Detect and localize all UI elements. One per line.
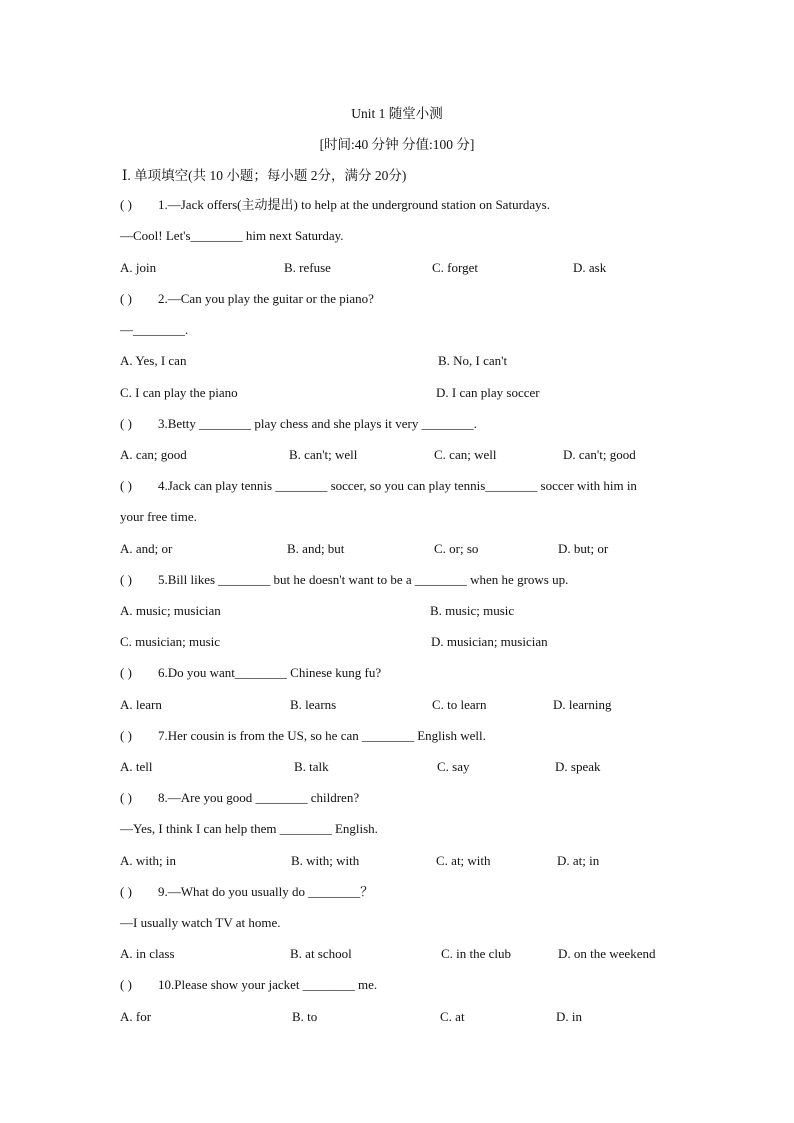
answer-blank: ( )	[120, 416, 132, 431]
q7-option-d: D. speak	[555, 759, 601, 774]
question-8-stem-2: —Yes, I think I can help them ________ English.	[120, 821, 378, 836]
q1-option-a: A. join	[120, 260, 157, 275]
question-text: 10.Please show your jacket ________ me.	[158, 977, 378, 992]
answer-blank: ( )	[120, 572, 132, 587]
q5-option-b: B. music; music	[430, 603, 515, 618]
q1-option-c: C. forget	[432, 260, 478, 275]
q5-option-d: D. musician; musician	[431, 634, 548, 649]
time-and-score-info: [时间:40 分钟 分值:100 分]	[319, 137, 475, 152]
q2-option-b: B. No, I can't	[438, 353, 508, 368]
question-1-stem	[120, 195, 550, 215]
q4-option-b: B. and; but	[287, 541, 345, 556]
question-3-stem	[120, 414, 477, 434]
q2-option-a: A. Yes, I can	[120, 353, 187, 368]
question-text: 8.—Are you good ________ children?	[158, 790, 360, 805]
q8-option-a: A. with; in	[120, 853, 176, 868]
q9-option-d: D. on the weekend	[558, 946, 656, 961]
q6-option-a: A. learn	[120, 697, 162, 712]
question-text: 7.Her cousin is from the US, so he can ________ English well.	[158, 728, 486, 743]
answer-blank: ( )	[120, 977, 132, 992]
question-4-stem	[120, 476, 637, 496]
question-text: 1.—Jack offers(主动提出) to help at the underground station on Saturdays.	[158, 197, 550, 212]
q3-option-b: B. can't; well	[289, 447, 358, 462]
q7-option-a: A. tell	[120, 759, 153, 774]
answer-blank: ( )	[120, 728, 132, 743]
question-1-stem-2: —Cool! Let's________ him next Saturday.	[120, 228, 344, 243]
q5-option-a: A. music; musician	[120, 603, 221, 618]
q4-option-c: C. or; so	[434, 541, 479, 556]
answer-blank: ( )	[120, 884, 132, 899]
q8-option-b: B. with; with	[291, 853, 360, 868]
q2-option-c: C. I can play the piano	[120, 385, 238, 400]
question-text: 2.—Can you play the guitar or the piano?	[158, 291, 374, 306]
q8-option-c: C. at; with	[436, 853, 491, 868]
q3-option-c: C. can; well	[434, 447, 497, 462]
q9-option-c: C. in the club	[441, 946, 512, 961]
q5-option-c: C. musician; music	[120, 634, 221, 649]
q9-option-a: A. in class	[120, 946, 175, 961]
answer-blank: ( )	[120, 790, 132, 805]
question-text: 3.Betty ________ play chess and she plays it very ________.	[158, 416, 477, 431]
q7-option-b: B. talk	[294, 759, 329, 774]
page-title: Unit 1 随堂小测	[351, 106, 443, 121]
answer-blank: ( )	[120, 291, 132, 306]
q4-option-d: D. but; or	[558, 541, 609, 556]
q2-option-d: D. I can play soccer	[436, 385, 540, 400]
q10-option-b: B. to	[292, 1009, 318, 1024]
question-8-stem	[120, 788, 359, 808]
question-2-stem-2: —________.	[120, 322, 189, 337]
q7-option-c: C. say	[437, 759, 470, 774]
q6-option-d: D. learning	[553, 697, 612, 712]
question-10-stem	[120, 975, 377, 995]
answer-blank: ( )	[120, 665, 132, 680]
question-2-stem	[120, 289, 374, 309]
question-text: 5.Bill likes ________ but he doesn't want to be a ________ when he grows up.	[158, 572, 569, 587]
question-7-stem	[120, 726, 486, 746]
q4-option-a: A. and; or	[120, 541, 173, 556]
q3-option-a: A. can; good	[120, 447, 187, 462]
q10-option-c: C. at	[440, 1009, 465, 1024]
q6-option-b: B. learns	[290, 697, 337, 712]
q8-option-d: D. at; in	[557, 853, 600, 868]
question-9-stem-2: —I usually watch TV at home.	[120, 915, 281, 930]
q10-option-d: D. in	[556, 1009, 582, 1024]
q9-option-b: B. at school	[290, 946, 352, 961]
question-text: 6.Do you want________ Chinese kung fu?	[158, 665, 382, 680]
section-heading: Ⅰ. 单项填空(共 10 小题；每小题 2分，满分 20分)	[122, 168, 407, 183]
q1-option-d: D. ask	[573, 260, 607, 275]
q1-option-b: B. refuse	[284, 260, 331, 275]
question-6-stem	[120, 663, 381, 683]
question-5-stem	[120, 570, 568, 590]
question-9-stem	[120, 882, 373, 902]
q3-option-d: D. can't; good	[563, 447, 636, 462]
q10-option-a: A. for	[120, 1009, 152, 1024]
question-text: 9.—What do you usually do ________？	[158, 884, 374, 899]
answer-blank: ( )	[120, 197, 132, 212]
question-4-stem-2: your free time.	[120, 509, 197, 524]
question-text: 4.Jack can play tennis ________ soccer, so you can play tennis________ soccer with him in	[158, 478, 637, 493]
q6-option-c: C. to learn	[432, 697, 487, 712]
answer-blank: ( )	[120, 478, 132, 493]
